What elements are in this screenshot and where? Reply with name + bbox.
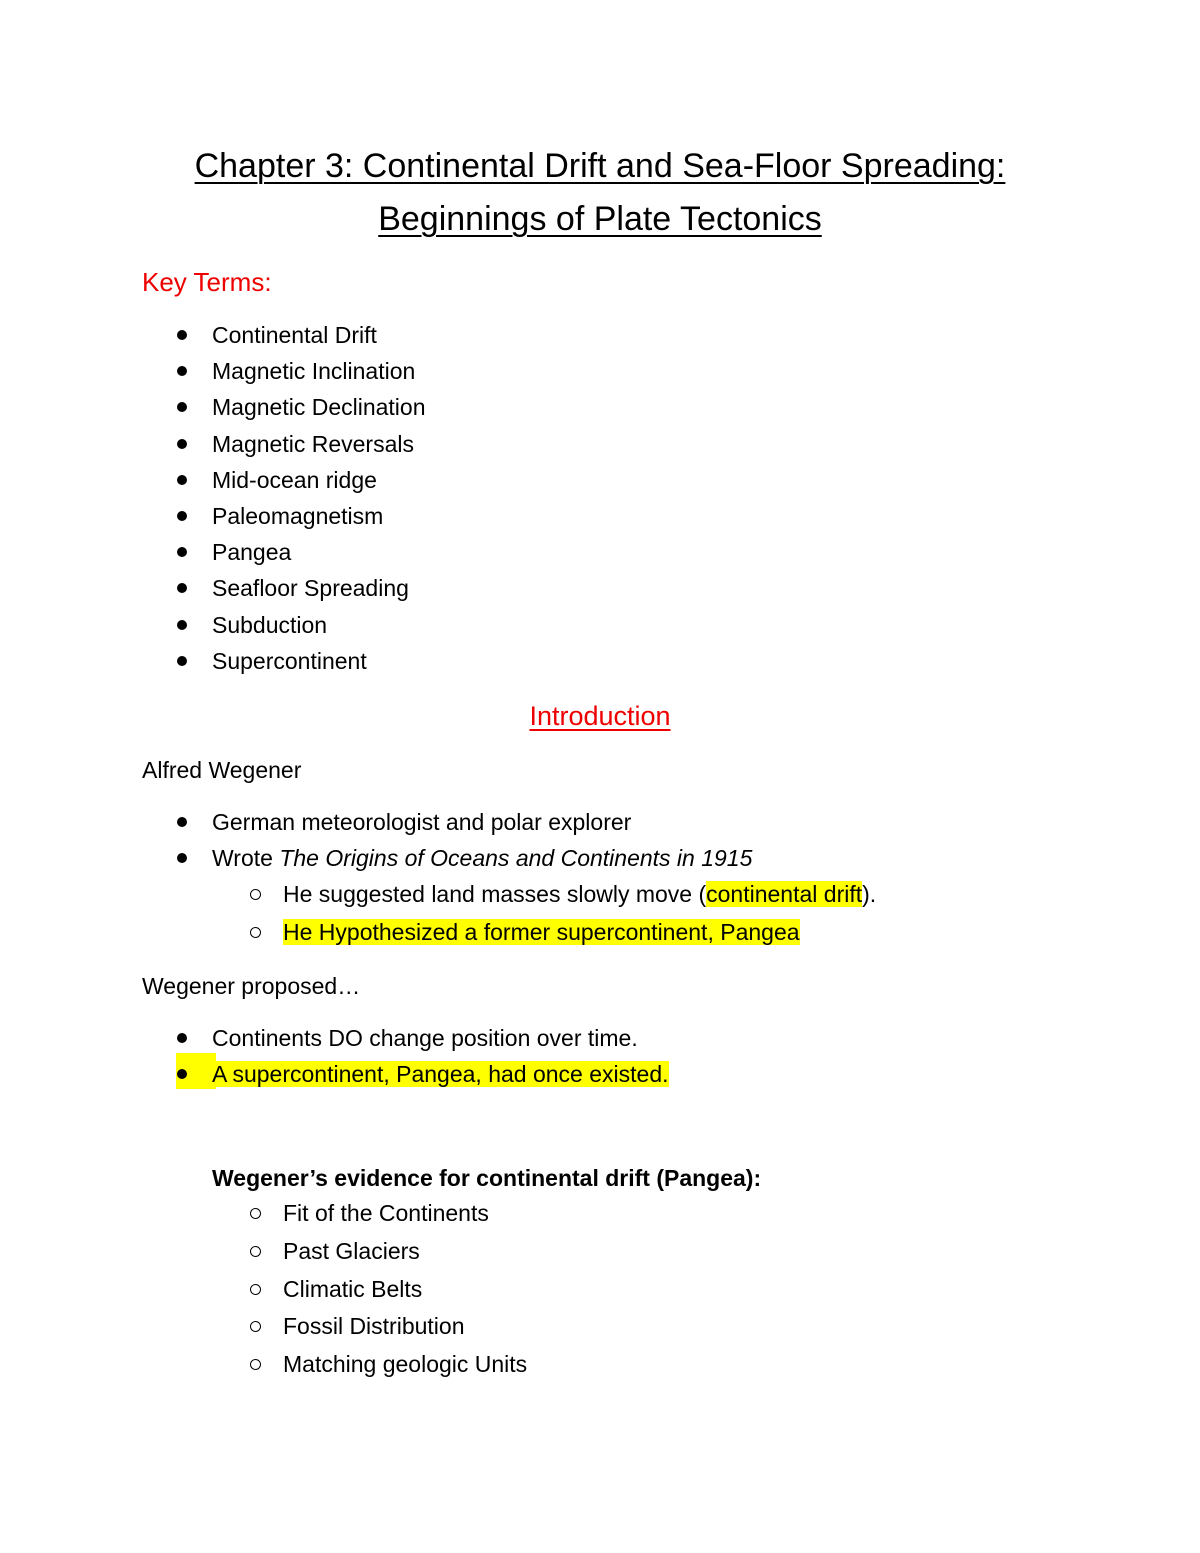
chapter-title-line-2: Beginnings of Plate Tectonics	[378, 200, 822, 238]
highlighted-subfact: He Hypothesized a former supercontinent, Pangea	[283, 918, 800, 945]
list-item	[212, 573, 426, 609]
fact-text	[212, 845, 752, 871]
evidence-text: Past Glaciers	[283, 1237, 420, 1264]
fact-prefix: Wrote	[212, 845, 280, 872]
list-item	[212, 1023, 669, 1059]
key-terms-list	[212, 320, 426, 682]
chapter-title-line-1: Chapter 3: Continental Drift and Sea-Floor Spreading:	[194, 147, 1006, 185]
key-term: Continental Drift	[212, 322, 377, 348]
list-item	[212, 501, 426, 537]
evidence-text: Fossil Distribution	[283, 1313, 465, 1340]
key-term: Mid-ocean ridge	[212, 466, 377, 493]
proposed-heading: Wegener proposed…	[142, 973, 361, 999]
evidence-heading: Wegener’s evidence for continental drift (Pangea):	[212, 1165, 762, 1191]
subfact-suffix: ).	[862, 881, 877, 907]
wegener-facts-list	[212, 807, 752, 879]
list-item	[212, 646, 426, 682]
list-item	[212, 429, 426, 465]
list-item	[283, 879, 876, 917]
list-item	[283, 1349, 527, 1387]
list-item	[283, 1311, 527, 1349]
book-title: The Origins of Oceans and Continents in 1915	[279, 845, 753, 872]
wegener-subfacts-list	[283, 879, 876, 955]
fact-text: German meteorologist and polar explorer	[212, 809, 632, 835]
proposal-text: Continents DO change position over time.	[212, 1025, 638, 1051]
key-term: Paleomagnetism	[212, 502, 384, 529]
key-term: Pangea	[212, 539, 292, 566]
subfact-prefix: He suggested land masses slowly move (	[283, 881, 707, 907]
evidence-text: Matching geologic Units	[283, 1351, 528, 1378]
highlight-background	[176, 1053, 216, 1089]
list-item	[283, 917, 876, 955]
list-item	[212, 392, 426, 428]
list-item	[212, 320, 426, 356]
evidence-list	[283, 1198, 527, 1387]
evidence-text: Fit of the Continents	[283, 1200, 489, 1226]
list-item	[283, 1198, 527, 1236]
list-item	[283, 1274, 527, 1312]
list-item	[212, 465, 426, 501]
key-term: Magnetic Declination	[212, 394, 426, 421]
key-terms-heading: Key Terms:	[142, 267, 272, 297]
list-item	[212, 807, 752, 843]
list-item	[212, 356, 426, 392]
evidence-text: Climatic Belts	[283, 1275, 423, 1302]
key-term: Seafloor Spreading	[212, 575, 409, 602]
key-term: Magnetic Reversals	[212, 430, 414, 457]
key-term: Subduction	[212, 611, 328, 638]
introduction-heading: Introduction	[529, 701, 671, 731]
list-item	[212, 610, 426, 646]
list-item	[212, 843, 752, 879]
subfact-text	[283, 881, 876, 907]
list-item	[212, 1059, 669, 1095]
key-term: Supercontinent	[212, 647, 367, 674]
key-term: Magnetic Inclination	[212, 358, 416, 385]
list-item	[283, 1236, 527, 1274]
proposed-list	[212, 1023, 669, 1095]
highlighted-term: continental drift	[706, 881, 863, 907]
proposal-text: A supercontinent, Pangea, had once existed.	[212, 1061, 669, 1088]
person-name: Alfred Wegener	[142, 757, 302, 783]
list-item	[212, 537, 426, 573]
